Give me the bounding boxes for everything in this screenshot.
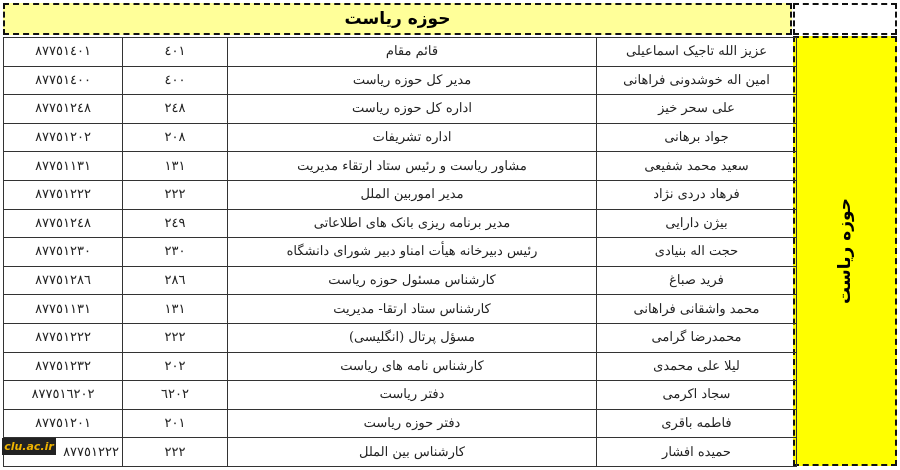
phone-cell: ٨٧٧٥١٢٠١ <box>4 409 123 438</box>
phone-cell: ٨٧٧٥١٢٨٦ <box>4 266 123 295</box>
table-row <box>4 323 797 352</box>
extension-cell: ٢٢٢ <box>123 438 228 467</box>
table-row <box>4 95 797 124</box>
person-name-cell: جواد برهانی <box>597 123 797 152</box>
person-name-cell: حجت اله بنیادی <box>597 238 797 267</box>
person-name-cell: عزیز الله تاجیک اسماعیلی <box>597 38 797 67</box>
phone-cell: ٨٧٧٥١٢٢٢ <box>4 180 123 209</box>
person-name-cell: علی سحر خیز <box>597 95 797 124</box>
extension-cell: ١٣١ <box>123 295 228 324</box>
job-title-cell: کارشناس ستاد ارتقا- مدیریت <box>228 295 597 324</box>
table-row <box>4 352 797 381</box>
extension-cell: ٢٠١ <box>123 409 228 438</box>
phone-cell: ٨٧٧٥١٦٢٠٢ <box>4 381 123 410</box>
phone-cell: ٨٧٧٥١٤٠١ <box>4 38 123 67</box>
extension-cell: ٢٨٦ <box>123 266 228 295</box>
person-name-cell: سجاد اکرمی <box>597 381 797 410</box>
section-title: حوزه ریاست <box>344 9 451 29</box>
person-name-cell: محمد واشقانی فراهانی <box>597 295 797 324</box>
extension-cell: ٦٢٠٢ <box>123 381 228 410</box>
extension-cell: ٢٠٢ <box>123 352 228 381</box>
job-title-cell: مدیر اموربین الملل <box>228 180 597 209</box>
person-name-cell: فرید صباغ <box>597 266 797 295</box>
table-row <box>4 38 797 67</box>
directory-table <box>3 37 797 467</box>
job-title-cell: مسؤل پرتال (انگلیسی) <box>228 323 597 352</box>
watermark-logo: clu.ac.ir <box>2 438 56 455</box>
extension-cell: ٢٤٨ <box>123 95 228 124</box>
extension-cell: ٢٢٢ <box>123 180 228 209</box>
person-name-cell: لیلا علی محمدی <box>597 352 797 381</box>
phone-cell: ٨٧٧٥١٢٢٢ <box>4 323 123 352</box>
job-title-cell: کارشناس مسئول حوزه ریاست <box>228 266 597 295</box>
job-title-cell: رئیس دبیرخانه هیأت امناو دبیر شورای دانشگاه <box>228 238 597 267</box>
person-name-cell: فرهاد دردی نژاد <box>597 180 797 209</box>
side-label: حوزه ریاست <box>835 198 856 304</box>
section-header <box>3 3 792 35</box>
person-name-cell: محمدرضا گرامی <box>597 323 797 352</box>
person-name-cell: حمیده افشار <box>597 438 797 467</box>
table-row <box>4 152 797 181</box>
phone-cell: ٨٧٧٥١٢٣٢ <box>4 352 123 381</box>
person-name-cell: سعید محمد شفیعی <box>597 152 797 181</box>
table-row <box>4 409 797 438</box>
extension-cell: ٢٤٩ <box>123 209 228 238</box>
extension-cell: ٤٠٠ <box>123 66 228 95</box>
job-title-cell: دفتر حوزه ریاست <box>228 409 597 438</box>
job-title-cell: اداره تشریفات <box>228 123 597 152</box>
extension-cell: ٢٢٢ <box>123 323 228 352</box>
table-row <box>4 66 797 95</box>
phone-cell: ٨٧٧٥١٢٤٨ <box>4 95 123 124</box>
extension-cell: ٢٠٨ <box>123 123 228 152</box>
extension-cell: ٢٣٠ <box>123 238 228 267</box>
job-title-cell: مدیر کل حوزه ریاست <box>228 66 597 95</box>
extension-cell: ٤٠١ <box>123 38 228 67</box>
table-row <box>4 266 797 295</box>
person-name-cell: امین اله خوشدونی فراهانی <box>597 66 797 95</box>
person-name-cell: بیژن دارایی <box>597 209 797 238</box>
phone-cell: ٨٧٧٥١٤٠٠ <box>4 66 123 95</box>
table-row <box>4 123 797 152</box>
job-title-cell: اداره کل حوزه ریاست <box>228 95 597 124</box>
job-title-cell: کارشناس بین الملل <box>228 438 597 467</box>
header-corner-cell <box>793 3 897 35</box>
side-label-cell <box>793 36 897 466</box>
phone-cell: ٨٧٧٥١١٣١ <box>4 152 123 181</box>
table-row <box>4 295 797 324</box>
job-title-cell: کارشناس نامه های ریاست <box>228 352 597 381</box>
table-row <box>4 381 797 410</box>
job-title-cell: دفتر ریاست <box>228 381 597 410</box>
job-title-cell: قائم مقام <box>228 38 597 67</box>
job-title-cell: مدیر برنامه ریزی بانک های اطلاعاتی <box>228 209 597 238</box>
table-row <box>4 180 797 209</box>
extension-cell: ١٣١ <box>123 152 228 181</box>
person-name-cell: فاطمه باقری <box>597 409 797 438</box>
phone-cell: ٨٧٧٥١٢٠٢ <box>4 123 123 152</box>
job-title-cell: مشاور ریاست و رئیس ستاد ارتقاء مدیریت <box>228 152 597 181</box>
phone-cell: ٨٧٧٥١١٣١ <box>4 295 123 324</box>
table-row <box>4 438 797 467</box>
phone-cell: ٨٧٧٥١٢٢٢ <box>4 438 123 467</box>
table-row <box>4 209 797 238</box>
phone-cell: ٨٧٧٥١٢٤٨ <box>4 209 123 238</box>
table-row <box>4 238 797 267</box>
phone-cell: ٨٧٧٥١٢٣٠ <box>4 238 123 267</box>
